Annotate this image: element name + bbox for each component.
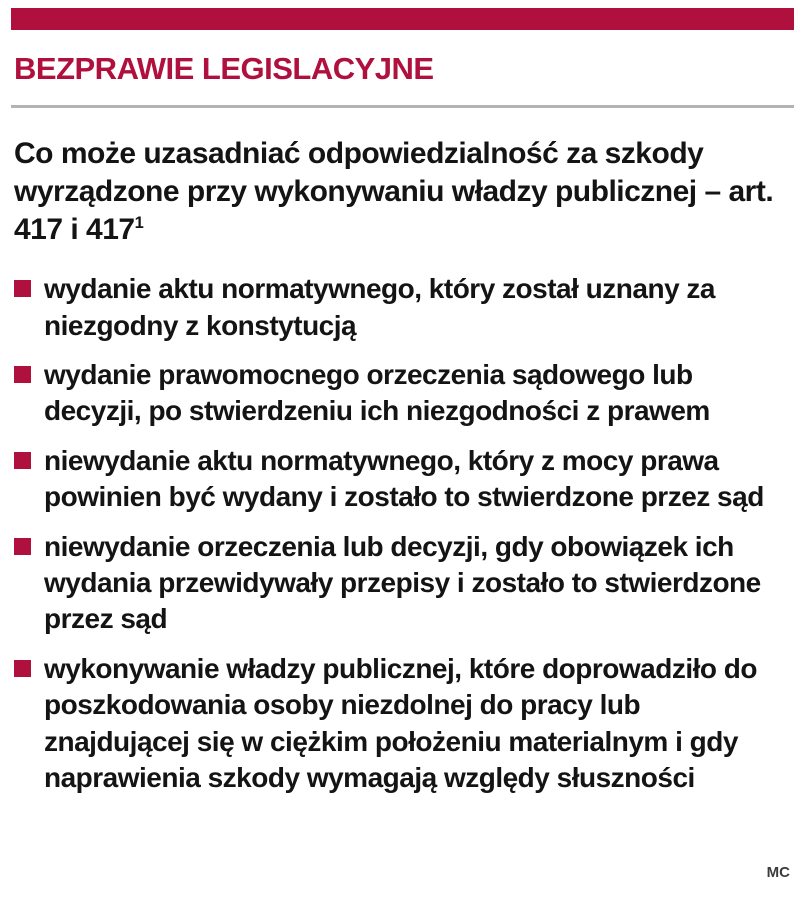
bullet-square-icon xyxy=(14,538,31,555)
section-heading-text: Co może uzasadniać odpowiedzialność za szkody wyrządzone przy wykonywaniu władzy publicznej – art. 417 i 417 xyxy=(14,137,774,247)
bullet-text: wydanie prawomocnego orzeczenia sądowego lub decyzji, po stwierdzeniu ich niezgodności z prawem xyxy=(44,359,710,427)
bullet-text: niewydanie orzeczenia lub decyzji, gdy obowiązek ich wydania przewidywały przepisy i zostało to stwierdzone przez sąd xyxy=(44,530,761,635)
bullet-square-icon xyxy=(14,452,31,469)
section-heading-superscript: 1 xyxy=(134,214,144,233)
bullet-item xyxy=(11,651,794,797)
divider-line xyxy=(11,105,794,108)
bullet-item xyxy=(11,357,794,430)
bullet-item xyxy=(11,529,794,638)
page-title: BEZPRAWIE LEGISLACYJNE xyxy=(14,51,434,86)
bullet-square-icon xyxy=(14,660,31,677)
credit-initials: MC xyxy=(766,864,790,881)
bullet-text: wykonywanie władzy publicznej, które doprowadziło do poszkodowania osoby niezdolnej do pracy lub znajdującej się w ciężkim położeniu materialnym i gdy naprawienia szkody wymagają względy słuszności xyxy=(44,652,757,793)
top-accent-bar xyxy=(11,8,794,30)
bullet-square-icon xyxy=(14,280,31,297)
bullet-item xyxy=(11,271,794,344)
bullet-text: niewydanie aktu normatywnego, który z mocy prawa powinien być wydany i zostało to stwierdzone przez sąd xyxy=(44,444,764,513)
bullet-text: wydanie aktu normatywnego, który został uznany za niezgodny z konstytucją xyxy=(44,273,715,341)
bullet-item xyxy=(11,443,794,516)
bullet-square-icon xyxy=(14,366,31,383)
section-heading xyxy=(14,135,774,249)
bullet-list xyxy=(11,271,794,796)
